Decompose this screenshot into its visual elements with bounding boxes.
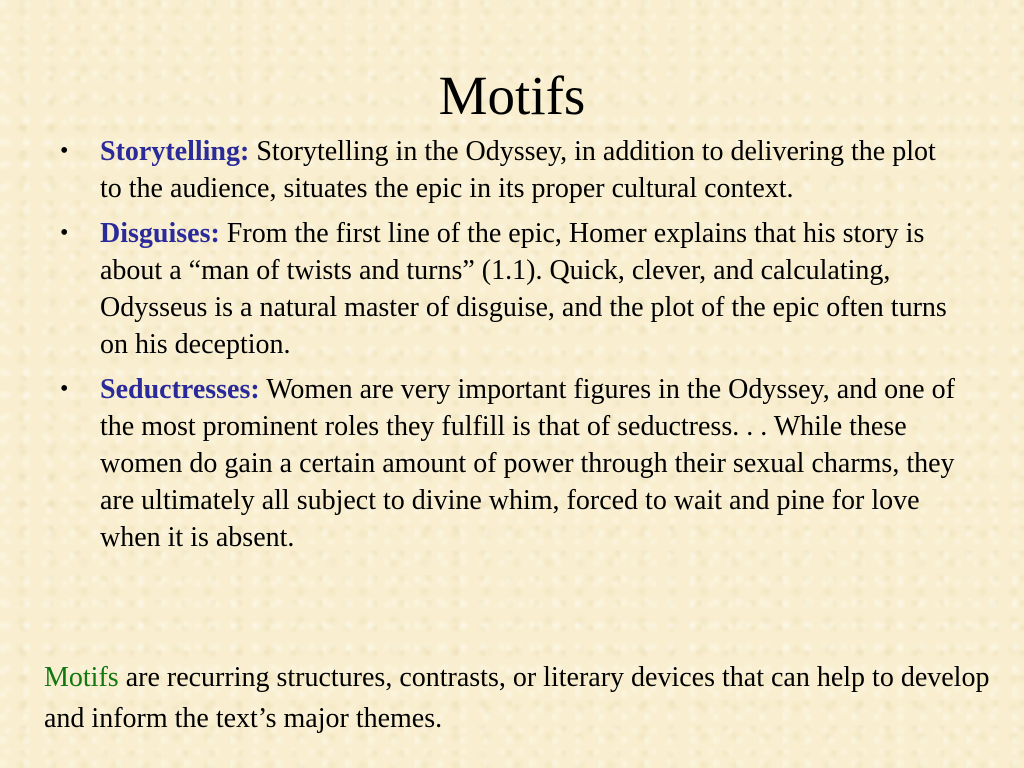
definition-term: Motifs: [44, 662, 119, 693]
motifs-definition: [44, 657, 994, 739]
bullet-text: Women are very important figures in the Odyssey, and one of the most prominent roles they fulfill is that of seductress. . . While these women do gain a certain amount of power through their sexual charms, they are ultimately all subject to divine whim, forced to wait and pine for love when it is absent.: [100, 374, 955, 553]
bullet-term: Storytelling:: [100, 136, 250, 167]
bullet-seductresses: [0, 371, 1000, 556]
bullet-dot-icon: •: [60, 138, 69, 164]
definition-text: are recurring structures, contrasts, or literary devices that can help to develop and inform the text’s major themes.: [44, 662, 990, 734]
bullet-dot-icon: •: [60, 220, 69, 246]
bullet-term: Disguises:: [100, 218, 220, 249]
slide-title: Motifs: [438, 65, 586, 126]
bullet-storytelling: [0, 133, 1000, 207]
bullet-term: Seductresses:: [100, 374, 260, 405]
bullet-disguises: [0, 215, 1000, 363]
bullet-text: From the first line of the epic, Homer explains that his story is about a “man of twists and turns” (1.1). Quick, clever, and calculating, Odysseus is a natural master of disguise, and the plot of the epic often turns on his deception.: [100, 218, 947, 360]
bullet-dot-icon: •: [60, 376, 69, 402]
bullet-list: [0, 133, 1000, 564]
bullet-text: Storytelling in the Odyssey, in addition to delivering the plot to the audience, situates the epic in its proper cultural context.: [100, 136, 936, 204]
